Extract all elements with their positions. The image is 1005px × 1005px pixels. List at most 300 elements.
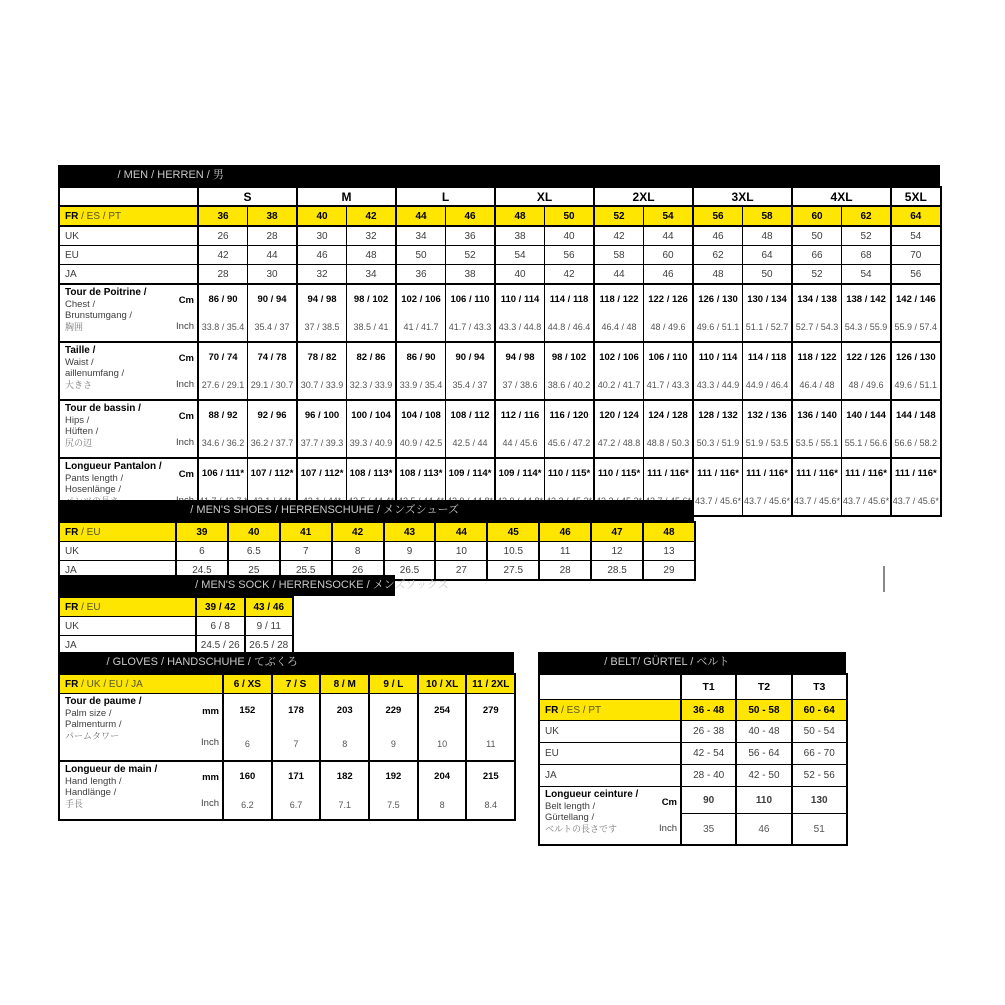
shoe-uk-size-cell: 11	[539, 542, 591, 561]
measure-label-line: Longueur Pantalon /	[65, 461, 162, 472]
shoe-ja-size-cell: 28.5	[591, 561, 643, 581]
measure-value-cell	[545, 284, 595, 342]
inch-value: 44 / 45.6	[502, 438, 538, 449]
measure-value-cell	[842, 458, 892, 516]
cm-value: 110 / 115*	[597, 467, 641, 479]
cm-value: 109 / 114*	[448, 467, 492, 479]
measure-value-cell	[644, 284, 694, 342]
shoes-title-translations: / MEN'S SHOES / HERRENSCHUHE / メンズシューズ	[187, 504, 459, 516]
cm-value: 215	[482, 771, 499, 782]
glove-measure-row	[59, 761, 515, 820]
eu-size-cell: 60	[644, 246, 694, 265]
cm-value: 86 / 90	[406, 351, 436, 363]
shoes-uk-row-label: UK	[59, 542, 176, 561]
eu-size-cell: 42	[198, 246, 248, 265]
shoe-ja-size-cell: 24.5	[176, 561, 228, 581]
cm-value: 122 / 126	[648, 293, 688, 305]
cm-value: 182	[336, 771, 353, 782]
gloves-title: GANTS	[65, 656, 104, 668]
ja-size-cell: 42	[545, 265, 595, 285]
measure-value-cell	[347, 284, 397, 342]
inch-value: 36.2 / 37.7	[250, 438, 294, 449]
cm-value: 136 / 140	[797, 409, 837, 421]
cm-value: 138 / 142	[846, 293, 886, 305]
cm-value: 94 / 98	[505, 351, 535, 363]
uk-size-cell: 50	[792, 226, 842, 246]
measure-value-cell	[223, 694, 272, 762]
unit-label: Inch	[201, 798, 219, 810]
measure-value-cell	[320, 761, 369, 820]
measure-label	[59, 342, 198, 400]
belt-length-inch-cell: 35	[681, 814, 736, 846]
unit-label: Cm	[178, 410, 194, 422]
inch-value: 43.3 / 44.8	[498, 322, 542, 333]
eu-size-cell: 46	[297, 246, 347, 265]
fr-size-cell: 60	[792, 206, 842, 226]
inch-value: 7	[293, 738, 299, 749]
es-pt-label: / ES / PT	[78, 210, 122, 222]
cm-value: 229	[385, 705, 402, 717]
gloves-title-bar	[58, 652, 514, 673]
cm-value: 110 / 114	[698, 351, 738, 363]
measure-value-cell	[891, 400, 941, 458]
cm-value: 108 / 113*	[399, 467, 443, 479]
shoe-fr-size-cell: 43	[384, 522, 436, 542]
measure-value-cell	[891, 458, 941, 516]
measure-value-cell	[891, 342, 941, 400]
fr-size-cell: 54	[644, 206, 694, 226]
cm-value: 111 / 116*	[647, 467, 689, 479]
shoes-fr-eu-row-label	[59, 522, 176, 542]
unit-label: Cm	[178, 352, 194, 364]
measure-value-cell	[369, 694, 418, 762]
measure-value-cell	[693, 284, 743, 342]
cm-value: 152	[239, 705, 256, 717]
measure-value-cell	[418, 694, 467, 762]
sock-ja-size-cell: 26.5 / 28	[245, 636, 294, 656]
measure-value-cell	[545, 400, 595, 458]
stray-tick-mark	[883, 566, 885, 592]
shoe-uk-size-cell: 6	[176, 542, 228, 561]
hommes-size-table	[58, 186, 942, 517]
uk-size-cell: 36	[446, 226, 496, 246]
belt-title: CEINTURE	[545, 656, 602, 668]
cm-value: 114 / 118	[549, 293, 589, 305]
belt-section	[538, 652, 846, 846]
ja-size-cell: 50	[743, 265, 793, 285]
uk-size-cell: 32	[347, 226, 397, 246]
uk-size-cell: 42	[594, 226, 644, 246]
sock-ja-size-cell: 24.5 / 26	[196, 636, 245, 656]
inch-value: 30.7 / 33.9	[300, 380, 344, 391]
fr-size-cell: 48	[495, 206, 545, 226]
measure-label-line: Longueur de main /	[65, 764, 158, 775]
belt-col-header: T3	[792, 674, 847, 700]
measure-value-cell	[743, 284, 793, 342]
ja-size-cell: 44	[594, 265, 644, 285]
shoe-ja-size-cell: 26	[332, 561, 384, 581]
shoe-fr-size-cell: 48	[643, 522, 695, 542]
measure-label-line: Palm size /	[65, 707, 112, 719]
inch-value: 51.9 / 53.5	[745, 438, 789, 449]
glove-measure-row	[59, 694, 515, 762]
eu-size-cell: 66	[792, 246, 842, 265]
cm-value: 98 / 102	[551, 351, 587, 363]
cm-value: 108 / 113*	[349, 467, 393, 479]
measure-label-line: 手長	[65, 798, 84, 809]
cm-value: 90 / 94	[455, 351, 485, 363]
shoe-fr-size-cell: 39	[176, 522, 228, 542]
corner-empty-cell	[59, 187, 198, 206]
uk-size-cell: 40	[545, 226, 595, 246]
measure-row	[59, 400, 941, 458]
measure-value-cell	[347, 400, 397, 458]
cm-value: 74 / 78	[257, 351, 287, 363]
glove-size-cell: 9 / L	[369, 674, 418, 694]
eu-size-cell: 50	[396, 246, 446, 265]
unit-label: mm	[202, 706, 219, 717]
measure-label-line: Chest /	[65, 298, 96, 310]
uk-row-label: UK	[59, 226, 198, 246]
size-group-header: L	[396, 187, 495, 206]
inch-value: 29.1 / 30.7	[250, 380, 294, 391]
cm-value: 124 / 128	[648, 409, 688, 421]
shoes-title: CHAUSSURES HOMME	[65, 504, 188, 516]
fr-label: FR	[65, 678, 79, 690]
sock-fr-size-cell: 43 / 46	[245, 597, 294, 617]
measure-value-cell	[347, 342, 397, 400]
measure-value-cell	[842, 342, 892, 400]
belt-uk-cell: 50 - 54	[792, 721, 847, 743]
belt-corner-empty-cell	[539, 674, 681, 700]
measure-value-cell	[644, 400, 694, 458]
inch-value: 55.1 / 56.6	[844, 438, 888, 449]
uk-size-cell: 38	[495, 226, 545, 246]
shoe-fr-size-cell: 44	[435, 522, 487, 542]
shoe-ja-size-cell: 28	[539, 561, 591, 581]
inch-value: 41.7 / 43.3	[448, 322, 492, 333]
fr-size-cell: 56	[693, 206, 743, 226]
cm-value: 106 / 111*	[201, 467, 245, 479]
cm-value: 98 / 102	[353, 293, 389, 305]
inch-value: 6	[244, 738, 250, 749]
fr-size-cell: 50	[545, 206, 595, 226]
measure-value-cell	[396, 284, 446, 342]
measure-value-cell	[198, 342, 248, 400]
cm-value: 279	[482, 705, 499, 717]
inch-value: 43.7 / 45.6*	[843, 496, 890, 507]
ja-size-cell: 40	[495, 265, 545, 285]
shoe-uk-size-cell: 10	[435, 542, 487, 561]
shoe-fr-size-cell: 41	[280, 522, 332, 542]
cm-value: 132 / 136	[747, 409, 787, 421]
measure-value-cell	[792, 400, 842, 458]
cm-value: 100 / 104	[351, 409, 391, 421]
inch-value: 46.4 / 48	[799, 380, 835, 391]
cm-value: 116 / 120	[549, 409, 589, 421]
shoes-title-bar	[58, 500, 694, 521]
measure-value-cell	[446, 342, 496, 400]
belt-eu-cell: 66 - 70	[792, 743, 847, 765]
inch-value: 41 / 41.7	[403, 322, 439, 333]
measure-value-cell	[248, 400, 298, 458]
shoe-fr-size-cell: 46	[539, 522, 591, 542]
inch-value: 44.8 / 46.4	[547, 322, 591, 333]
inch-value: 49.6 / 51.1	[696, 322, 740, 333]
measure-row	[59, 284, 941, 342]
measure-value-cell	[792, 458, 842, 516]
uk-size-cell: 48	[743, 226, 793, 246]
cm-value: 106 / 110	[648, 351, 688, 363]
measure-value-cell	[223, 761, 272, 820]
measure-value-cell	[792, 342, 842, 400]
shoes-size-table	[58, 521, 696, 581]
belt-fr-cell: 50 - 58	[736, 700, 791, 721]
cm-value: 82 / 86	[356, 351, 386, 363]
measure-label-line: Belt length /	[545, 800, 596, 812]
shoe-uk-size-cell: 7	[280, 542, 332, 561]
belt-title-bar	[538, 652, 846, 673]
inch-value: 44.9 / 46.4	[745, 380, 789, 391]
socks-uk-row-label: UK	[59, 617, 196, 636]
measure-value-cell	[297, 342, 347, 400]
shoe-fr-size-cell: 45	[487, 522, 539, 542]
inch-value: 9	[390, 738, 396, 749]
belt-length-inch-cell: 46	[736, 814, 791, 846]
inch-value: 48 / 49.6	[650, 322, 686, 333]
fr-label: FR	[545, 704, 559, 716]
inch-value: 40.9 / 42.5	[399, 438, 443, 449]
uk-size-cell: 34	[396, 226, 446, 246]
eu-size-cell: 54	[495, 246, 545, 265]
measure-value-cell	[396, 400, 446, 458]
ja-size-cell: 38	[446, 265, 496, 285]
cm-value: 178	[288, 705, 304, 717]
unit-label: Cm	[661, 796, 677, 808]
hommes-title: HOMMES	[65, 169, 115, 181]
cm-value: 126 / 130	[698, 293, 738, 305]
measure-label	[59, 761, 223, 820]
measure-label-line: パームタワー	[65, 730, 120, 741]
socks-ja-row-label: JA	[59, 636, 196, 656]
glove-size-cell: 10 / XL	[418, 674, 467, 694]
size-group-header: XL	[495, 187, 594, 206]
measure-label-line: Tour de bassin /	[65, 403, 141, 414]
inch-value: 8	[342, 738, 348, 749]
cm-value: 254	[434, 705, 451, 717]
belt-size-table	[538, 673, 848, 846]
eu-size-cell: 44	[248, 246, 298, 265]
belt-title-translations: / BELT/ GÜRTEL / ベルト	[601, 656, 730, 668]
shoe-ja-size-cell: 26.5	[384, 561, 436, 581]
measure-value-cell	[743, 458, 793, 516]
inch-value: 37 / 38.5	[304, 322, 340, 333]
fr-size-cell: 46	[446, 206, 496, 226]
eu-size-cell: 48	[347, 246, 397, 265]
belt-fr-cell: 60 - 64	[792, 700, 847, 721]
measure-value-cell	[446, 284, 496, 342]
measure-label-line: Hips /	[65, 414, 90, 426]
cm-value: 112 / 116	[500, 409, 540, 421]
inch-value: 32.3 / 33.9	[349, 380, 393, 391]
ja-size-cell: 46	[644, 265, 694, 285]
inch-value: 52.7 / 54.3	[795, 322, 839, 333]
shoe-uk-size-cell: 13	[643, 542, 695, 561]
cm-value: 126 / 130	[896, 351, 936, 363]
inch-value: 35.4 / 37	[254, 322, 290, 333]
fr-size-cell: 52	[594, 206, 644, 226]
hommes-section	[58, 165, 940, 517]
fr-size-cell: 44	[396, 206, 446, 226]
uk-size-cell: 54	[891, 226, 941, 246]
inch-value: 7.1	[338, 800, 351, 810]
inch-value: 37.7 / 39.3	[300, 438, 344, 449]
measure-label-line: 尻の辺	[65, 437, 93, 448]
cm-value: 160	[239, 771, 256, 782]
inch-value: 27.6 / 29.1	[201, 380, 245, 391]
size-group-header: S	[198, 187, 297, 206]
inch-value: 43.7 / 45.6*	[695, 496, 742, 507]
inch-value: 7.5	[387, 800, 400, 810]
cm-value: 171	[288, 771, 304, 782]
inch-value: 6.7	[289, 800, 303, 810]
measure-value-cell	[644, 342, 694, 400]
unit-label: Inch	[659, 823, 677, 835]
measure-value-cell	[396, 342, 446, 400]
cm-value: 78 / 82	[307, 351, 337, 363]
measure-label	[59, 694, 223, 762]
belt-length-cm-cell: 110	[736, 787, 791, 814]
inch-value: 53.5 / 55.1	[795, 438, 839, 449]
fr-size-cell: 40	[297, 206, 347, 226]
cm-value: 92 / 96	[257, 409, 287, 421]
ja-size-cell: 32	[297, 265, 347, 285]
inch-value: 50.3 / 51.9	[696, 438, 740, 449]
size-group-header: M	[297, 187, 396, 206]
inch-value: 51.1 / 52.7	[745, 322, 789, 333]
measure-value-cell	[693, 400, 743, 458]
glove-size-cell: 11 / 2XL	[466, 674, 515, 694]
shoe-fr-size-cell: 40	[228, 522, 280, 542]
measure-label-line: aillenumfang /	[65, 368, 125, 379]
measure-label-line: Pants length /	[65, 472, 124, 484]
shoes-section	[58, 500, 694, 581]
shoes-ja-row-label: JA	[59, 561, 176, 581]
inch-value: 43.7 / 45.6*	[892, 496, 939, 507]
fr-size-cell: 64	[891, 206, 941, 226]
inch-value: 54.3 / 55.9	[844, 322, 888, 333]
hommes-title-translations: / MEN / HERREN / 男	[114, 169, 224, 181]
measure-value-cell	[743, 342, 793, 400]
size-group-header: 4XL	[792, 187, 891, 206]
fr-label: FR	[65, 210, 79, 222]
eu-size-cell: 68	[842, 246, 892, 265]
inch-value: 48 / 49.6	[848, 380, 884, 391]
measure-value-cell	[842, 400, 892, 458]
glove-size-cell: 8 / M	[320, 674, 369, 694]
belt-col-header: T2	[736, 674, 791, 700]
cm-value: 140 / 144	[846, 409, 886, 421]
shoe-uk-size-cell: 6.5	[228, 542, 280, 561]
measure-value-cell	[198, 400, 248, 458]
eu-size-cell: 64	[743, 246, 793, 265]
cm-value: 111 / 116*	[894, 467, 937, 479]
measure-value-cell	[693, 458, 743, 516]
measure-label-line: Brunstumgang /	[65, 310, 133, 321]
cm-value: 118 / 122	[797, 351, 837, 363]
inch-value: 10	[437, 738, 448, 749]
inch-value: 43.7 / 45.6*	[794, 496, 841, 507]
inch-value: 8.4	[484, 800, 498, 810]
glove-size-cell: 6 / XS	[223, 674, 272, 694]
measure-label-line: Hosenlänge /	[65, 484, 121, 495]
measure-value-cell	[272, 761, 321, 820]
belt-ja-cell: 28 - 40	[681, 765, 736, 787]
measure-value-cell	[198, 284, 248, 342]
belt-ja-cell: 42 - 50	[736, 765, 791, 787]
ja-size-cell: 36	[396, 265, 446, 285]
uk-eu-ja-label: / UK / EU / JA	[78, 678, 143, 690]
belt-ja-cell: 52 - 56	[792, 765, 847, 787]
cm-value: 96 / 100	[304, 409, 340, 421]
measure-label-line: 胸囲	[65, 321, 84, 332]
measure-value-cell	[466, 694, 515, 762]
fr-label: FR	[65, 601, 79, 613]
cm-value: 111 / 116*	[697, 467, 739, 479]
inch-value: 49.6 / 51.1	[894, 380, 938, 391]
cm-value: 118 / 122	[599, 293, 639, 305]
ja-size-cell: 34	[347, 265, 397, 285]
inch-value: 42.5 / 44	[452, 438, 488, 449]
inch-value: 11	[486, 738, 496, 749]
measure-value-cell	[248, 284, 298, 342]
measure-value-cell	[495, 400, 545, 458]
inch-value: 33.8 / 35.4	[201, 322, 245, 333]
measure-value-cell	[446, 400, 496, 458]
inch-value: 37 / 38.6	[502, 380, 538, 391]
measure-value-cell	[842, 284, 892, 342]
cm-value: 130 / 134	[747, 293, 787, 305]
measure-row	[59, 342, 941, 400]
socks-fr-eu-row-label	[59, 597, 196, 617]
cm-value: 111 / 116*	[796, 467, 838, 479]
belt-uk-row-label: UK	[539, 721, 681, 743]
ja-size-cell: 48	[693, 265, 743, 285]
measure-label	[59, 284, 198, 342]
measure-label-line: Hand length /	[65, 775, 122, 787]
eu-size-cell: 62	[693, 246, 743, 265]
measure-value-cell	[594, 342, 644, 400]
unit-label: Inch	[176, 320, 194, 332]
shoe-ja-size-cell: 25.5	[280, 561, 332, 581]
hommes-title-bar	[58, 165, 940, 186]
measure-value-cell	[369, 761, 418, 820]
measure-value-cell	[320, 694, 369, 762]
measure-value-cell	[418, 761, 467, 820]
fr-es-pt-row-label	[59, 206, 198, 226]
inch-value: 43.3 / 44.9	[696, 380, 740, 391]
cm-value: 110 / 114	[500, 293, 540, 305]
size-group-header: 2XL	[594, 187, 693, 206]
shoe-uk-size-cell: 12	[591, 542, 643, 561]
shoe-uk-size-cell: 9	[384, 542, 436, 561]
inch-value: 55.9 / 57.4	[894, 322, 938, 333]
measure-value-cell	[891, 284, 941, 342]
unit-label: Inch	[176, 436, 194, 448]
measure-label-line: Palmenturm /	[65, 719, 122, 730]
cm-value: 107 / 112*	[250, 467, 294, 479]
fr-label: FR	[65, 526, 79, 538]
